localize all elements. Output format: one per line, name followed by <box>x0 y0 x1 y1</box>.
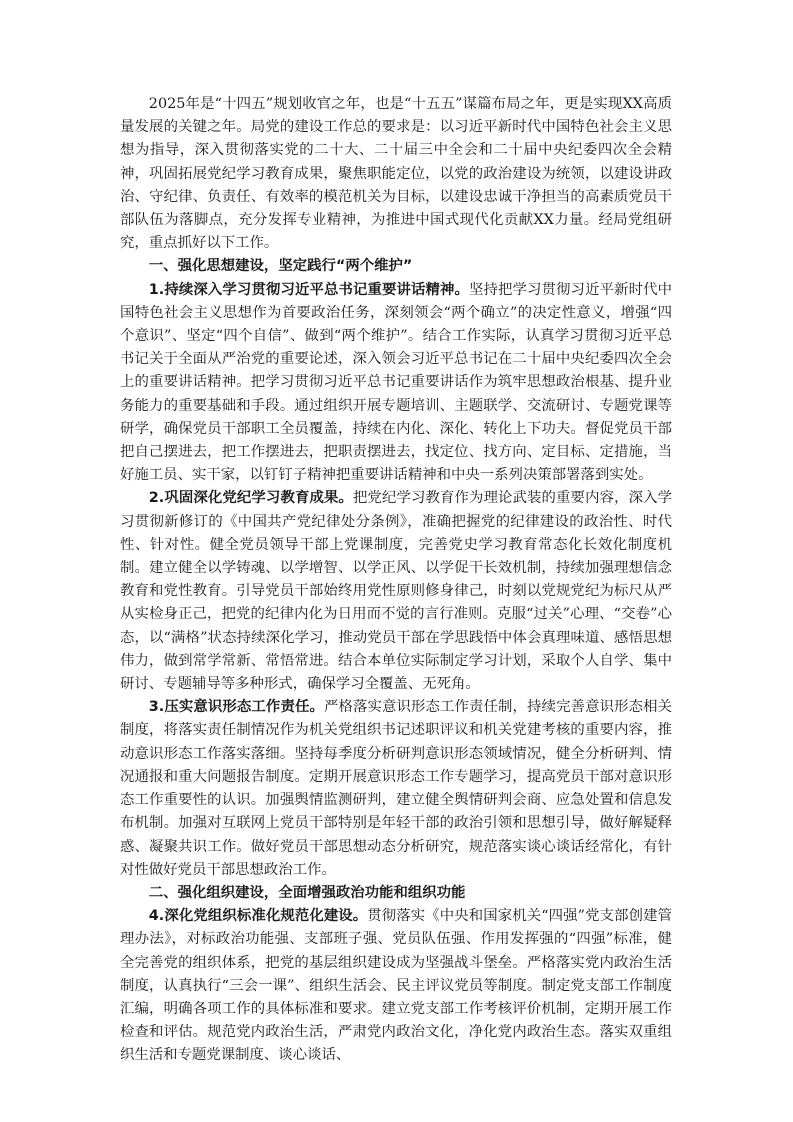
item-3-body: 严格落实意识形态工作责任制，持续完善意识形态相关制度，将落实责任制情况作为机关党组织书记述职评议和机关党建考核的重要内容，推动意识形态工作落实落细。坚持每季度分析研判意识形态领域情况，健全分析研判、情况通报和重大问题报告制度。定期开展意识形态工作专题学习，提高党员干部对意识形态工作重要性的认识。加强舆情监测研判，建立健全舆情研判会商、应急处置和信息发布机制。加强对互联网上党员干部特别是年轻干部的政治引领和思想引导，做好解疑释惑、凝聚共识工作。做好党员干部思想动态分析研究，规范落实谈心谈话经常化，有针对性做好党员干部思想政治工作。 <box>120 699 672 878</box>
item-2-body: 把党纪学习教育作为理论武装的重要内容，深入学习贯彻新修订的《中国共产党纪律处分条例》，准确把握党的纪律建设的政治性、时代性、针对性。健全党员领导干部上党课制度，完善党史学习教育常态化长效化制度机制。建立健全以学铸魂、以学增智、以学正风、以学促干长效机制，持续加强理想信念教育和党性教育。引导党员干部始终用党性原则修身律己，时刻以党规党纪为标尺从严从实检身正己，把党的纪律内化为日用而不觉的言行准则。克服“过关”心理、“交卷”心态，以“满格”状态持续深化学习，推动党员干部在学思践悟中体会真理味道、感悟思想伟力，做到常学常新、常悟常进。结合本单位实际制定学习计划，采取个人自学、集中研讨、专题辅导等多种形式，确保学习全覆盖、无死角。 <box>120 490 672 693</box>
document-page <box>120 93 672 1068</box>
item-2-lead: 2.巩固深化党纪学习教育成果。 <box>148 490 353 507</box>
item-4-paragraph <box>120 905 672 1067</box>
item-3-lead: 3.压实意识形态工作责任。 <box>148 699 324 716</box>
intro-paragraph: 2025年是“十四五”规划收官之年，也是“十五五”谋篇布局之年，更是实现XX高质量发展的关键之年。局党的建设工作总的要求是：以习近平新时代中国特色社会主义思想为指导，深入贯彻落实党的二十大、二十届三中全会和二十届中央纪委四次全会精神，巩固拓展党纪学习教育成果，聚焦职能定位，以党的政治建设为统领，以建设讲政治、守纪律、负责任、有效率的模范机关为目标，以建设忠诚干净担当的高素质党员干部队伍为落脚点，充分发挥专业精神，为推进中国式现代化贡献XX力量。经局党组研究，重点抓好以下工作。 <box>120 96 672 252</box>
item-4-lead: 4.深化党组织标准化规范化建设。 <box>148 908 368 925</box>
item-1-paragraph <box>120 279 672 488</box>
section-2-heading: 二、强化组织建设，全面增强政治功能和组织功能 <box>148 884 466 901</box>
item-1-body: 坚持把学习贯彻习近平新时代中国特色社会主义思想作为首要政治任务，深刻领会“两个确立”的决定性意义，增强“四个意识”、坚定“四个自信”、做到“两个维护”。结合工作实际，认真学习贯彻习近平总书记关于全面从严治党的重要论述，深入领会习近平总书记在二十届中央纪委四次全会上的重要讲话精神。把学习贯彻习近平总书记重要讲话作为筑牢思想政治根基、提升业务能力的重要基础和手段。通过组织开展专题培训、主题联学、交流研讨、专题党课等研学，确保党员干部职工全员覆盖，持续在内化、深化、转化上下功夫。督促党员干部把自己摆进去，把工作摆进去，把职责摆进去，找定位、找方向、定目标、定措施，当好施工员、实干家，以钉钉子精神把重要讲话精神和中央一系列决策部署落到实处。 <box>120 281 672 484</box>
item-2-paragraph <box>120 487 672 696</box>
item-3-paragraph <box>120 696 672 882</box>
item-1-lead: 1.持续深入学习贯彻习近平总书记重要讲话精神。 <box>148 281 470 298</box>
section-1-heading: 一、强化思想建设，坚定践行“两个维护” <box>148 258 413 275</box>
item-4-body: 贯彻落实《中央和国家机关“四强”党支部创建管理办法》，对标政治功能强、支部班子强、党员队伍强、作用发挥强的“四强”标准，健全完善党的组织体系，把党的基层组织建设成为坚强战斗堡垒。严格落实党内政治生活制度，认真执行“三会一课”、组织生活会、民主评议党员等制度。制定党支部工作制度汇编，明确各项工作的具体标准和要求。建立党支部工作考核评价机制，定期开展工作检查和评估。规范党内政治生活，严肃党内政治文化，净化党内政治生态。落实双重组织生活和专题党课制度、谈心谈话、 <box>120 908 672 1064</box>
